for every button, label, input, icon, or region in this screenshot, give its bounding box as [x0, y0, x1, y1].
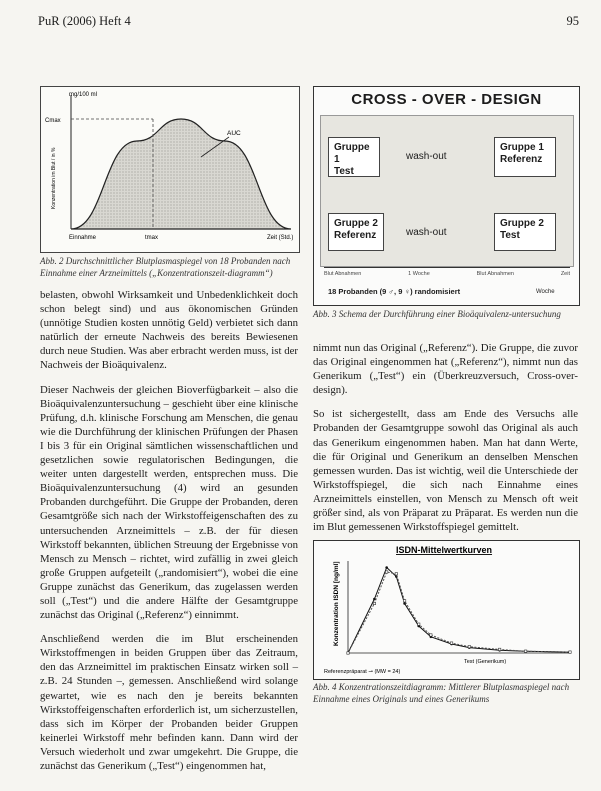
- isdn-legend-reference: Referenzpräparat ⊸ (MW = 24): [324, 669, 401, 675]
- footer-woche: Woche: [536, 289, 555, 295]
- washout-2: wash-out: [406, 227, 447, 238]
- timeline-axis: [324, 267, 570, 268]
- cmax-label: Cmax: [45, 118, 61, 124]
- x-left-label: Einnahme: [69, 235, 97, 241]
- right-paragraph-2: So ist sichergestellt, dass am Ende des Versuchs alle Probanden der Gesamtgruppe sowohl das Original als auch das Generikum eingenommen haben. Man hat dann Werte, die für Original und Generikum an denselben Menschen gemessen wurden. Das ist wichtig, weil die Unterschiede der Wirkstoffspiegel, die sich nach Einnahme eines Arzneimittels einstellen, von Mensch zu Mensch oft weit größer sind, als von Präparat zu Präparat. Es werden nun die im Blut gemessenen Wirkstoffspiegel gemittelt.: [313, 408, 578, 534]
- left-paragraph-3: Anschließend werden die im Blut erscheinenden Wirkstoffmengen in beiden Gruppen über das Zeitraum, den das Arzneimittel im praktischen Einsatz wirken soll – z.B. 24 Stunden –, gemessen. Anschließend wird solange gewartet, wie es nach den je bereits bekannten Wirkstoffeigenschaften erforderlich ist, um sicherzustellen, dass sich im Körper der Probanden beider Gruppen keinerlei Wirkstoff mehr befinden kann. Dann wird der Versuch wiederholt und zwar umgekehrt. Die Gruppe, die zunächst das Generikum („Test“) eingenommen hat,: [40, 633, 298, 772]
- isdn-point-s2-11: [524, 650, 526, 652]
- auc-area: [71, 119, 291, 229]
- group-2-reference-box: [328, 213, 384, 251]
- figure-3-caption: Abb. 3 Schema der Durchführung einer Bioäquivalenz-untersuchung: [313, 309, 561, 319]
- cross-over-design-figure: [313, 86, 580, 306]
- isdn-point-s2-7: [430, 634, 432, 636]
- isdn-legend-test: Test (Generikum): [464, 659, 507, 665]
- isdn-series-line-2: [348, 572, 570, 653]
- concentration-time-chart: [41, 87, 299, 252]
- isdn-chart-title: ISDN-Mittelwertkurven: [396, 545, 493, 555]
- x-right-label: Zeit (Std.): [267, 235, 294, 241]
- timeline-label-4: Zeit: [560, 271, 570, 277]
- figure-2-caption: Abb. 2 Durchschnittlicher Blutplasmaspiegel von 18 Probanden nach Einnahme einer Arzneimittels („Konzentrationszeit-diagramm“): [40, 256, 291, 278]
- isdn-point-s2-3: [385, 571, 387, 573]
- isdn-point-s2-8: [450, 642, 452, 644]
- washout-1: wash-out: [406, 151, 447, 162]
- right-column: [313, 341, 578, 544]
- group-1-ref-role: Referenz: [500, 154, 543, 165]
- isdn-chart-figure: [313, 540, 580, 680]
- journal-citation: PuR (2006) Heft 4: [38, 14, 131, 28]
- left-paragraph-1: belasten, obwohl Wirksamkeit und Unbedenklichkeit doch schon belegt sind) und aus ökonomischen Gründen (unnötige Studien kosten unnötig Geld) verbietet sich dann natürlich der erneute Nachweis des bereits Bewiesenen durch neue Studien. Was aber erbracht werden muss, ist der Nachweis der Bioäquivalenz.: [40, 289, 298, 372]
- y-axis-label: Konzentration im Blut / in %: [51, 147, 57, 209]
- group-2-ref-name: Gruppe 2: [334, 218, 378, 229]
- group-1-test-role: Test: [334, 166, 354, 177]
- group-2-test-role: Test: [500, 230, 520, 241]
- isdn-y-label: Konzentration ISDN [ng/ml]: [333, 561, 340, 646]
- page-number: 95: [566, 14, 579, 28]
- right-paragraph-1: nimmt nun das Original („Referenz“). Die Gruppe, die zuvor das Original eingenommen hat („Referenz“), nimmt nun das Generikum („Test“) ein (Überkreuzversuch, Cross-over-design).: [313, 342, 578, 397]
- group-1-test-box: [328, 137, 380, 177]
- page-header: [38, 14, 579, 32]
- timeline-label-2: 1 Woche: [408, 271, 430, 277]
- isdn-chart: [314, 541, 579, 679]
- isdn-point-s2-4: [395, 573, 397, 575]
- footer-probanden: 18 Probanden (9 ♂, 9 ♀) randomisiert: [328, 287, 461, 296]
- isdn-point-s2-9: [468, 646, 470, 648]
- isdn-point-s2-12: [569, 651, 571, 653]
- group-1-ref-name: Gruppe 1: [500, 142, 544, 153]
- timeline-labels: [324, 271, 570, 277]
- isdn-point-s2-2: [373, 602, 375, 604]
- timeline-label-3: Blut Abnahmen: [476, 271, 514, 277]
- isdn-point-s2-6: [418, 623, 420, 625]
- cross-over-title: CROSS - OVER - DESIGN: [351, 91, 542, 108]
- group-1-reference-box: [494, 137, 556, 177]
- group-2-ref-role: Referenz: [334, 230, 377, 241]
- left-column: [40, 288, 298, 783]
- group-2-test-box: [494, 213, 556, 251]
- isdn-series-line-1: [348, 568, 570, 654]
- y-top-label: mg/100 ml: [69, 92, 98, 98]
- auc-label: AUC: [227, 130, 241, 137]
- isdn-point-s2-1: [347, 652, 349, 654]
- left-paragraph-2: Dieser Nachweis der gleichen Bioverfügbarkeit – also die Bioäquivalenzuntersuchung – geschieht über eine klinische Prüfung, d.h. klinische Forschung am Menschen, die genau wie die Durchführung der klinischen Prüfungen der Phasen I bis 3 für ein Original sämtlichen wissenschaftlichen und gesetzlichen sowie regulatorischen Bedingungen, die weiter unten dargestellt werden, entsprechen muss. Die Bioäquivalenzuntersuchung (4) wird an gesunden Probanden durchgeführt. Die Gruppe der Probanden, deren Gesamtgröße sich nach der Wirkstoffeigenschaften des zu untersuchenden Arzneimittels – z.B. der für diesen Wirkstoff bekannten, üblichen Streuung der Ergebnisse von Mensch zu Mensch – richtet, wird zufällig in zwei gleich große Gruppen aufgeteilt („randomisiert“), wobei die eine Gruppe zunächst das Generikum, das zugelassen werden soll („Test“) und die andere Hälfte der Gesamtgruppe zunächst das Original („Referenz“) einnimmt.: [40, 383, 298, 622]
- timeline-label-1: Blut Abnahmen: [324, 271, 362, 277]
- isdn-point-s1-3: [385, 566, 388, 569]
- isdn-series-group: [347, 566, 572, 654]
- tmax-label: tmax: [145, 235, 159, 241]
- isdn-point-s2-5: [403, 600, 405, 602]
- group-2-test-name: Gruppe 2: [500, 218, 544, 229]
- group-1-test-name: Gruppe 1: [334, 142, 370, 165]
- concentration-time-figure: [40, 86, 300, 253]
- figure-4-caption: Abb. 4 Konzentrationszeitdiagramm: Mittlerer Blutplasmaspiegel nach Einnahme eines Originals und eines Generikums: [313, 682, 570, 704]
- isdn-point-s2-10: [498, 648, 500, 650]
